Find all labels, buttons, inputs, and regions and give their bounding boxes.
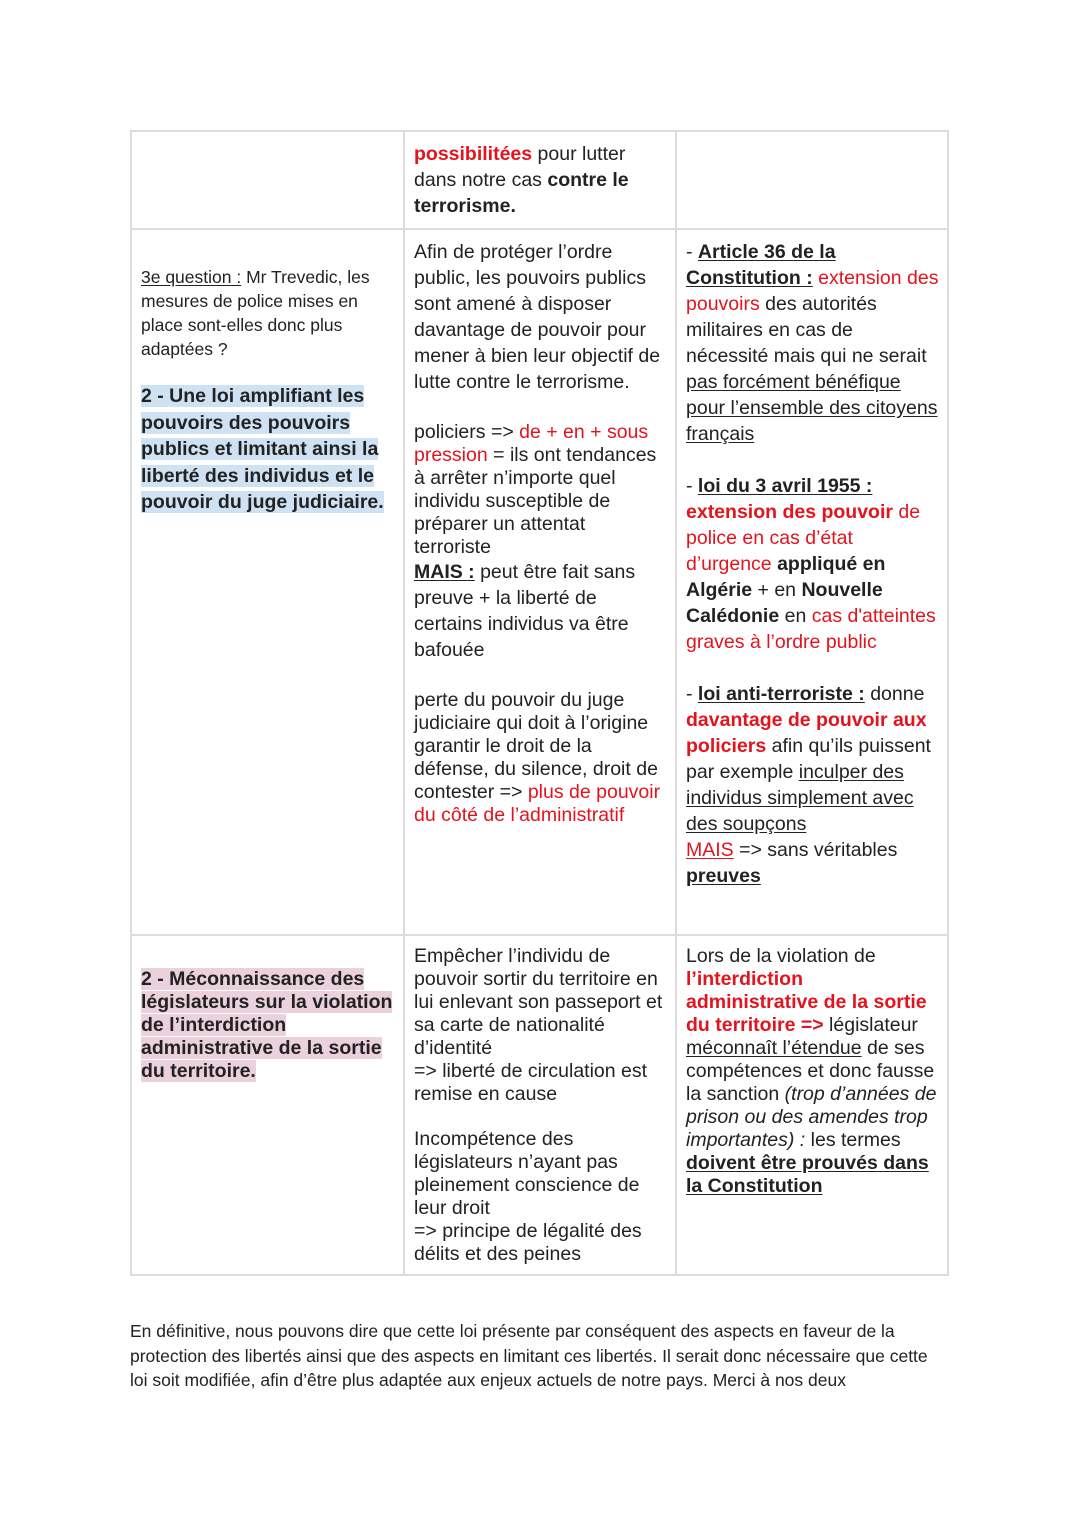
text-underline: pas forcément bénéfique pour l’ensemble des citoyens français xyxy=(686,371,938,445)
text: afin qu’ils puissent par exemple xyxy=(686,735,931,783)
row2-col1-cell xyxy=(131,229,404,935)
table-row xyxy=(131,935,948,1275)
closing-paragraph: En définitive, nous pouvons dire que cette loi présente par conséquent des aspects en faveur de la protection des libertés ainsi que des aspects en limitant ces libertés. Il serait donc nécessaire que cette loi soit modifiée, afin d’être plus adaptée aux enjeux actuels de notre pays. Merci à nos deux xyxy=(130,1321,928,1390)
text: => sans véritables xyxy=(733,839,898,861)
text: = ils ont tendances à arrêter n’importe quel individu susceptible de préparer un attentat terroriste xyxy=(414,444,657,558)
text-red-bold: possibilitées xyxy=(414,143,533,165)
text-red: de + en + sous pression xyxy=(414,421,649,466)
text-red-underline: MAIS xyxy=(686,839,734,861)
text-bold-underline: loi du 3 avril 1955 : xyxy=(697,475,873,497)
text-red: cas d'atteintes graves à l’ordre public xyxy=(686,605,936,653)
text: policiers => xyxy=(414,421,520,443)
text-red-bold: davantage de pouvoir aux policiers xyxy=(686,709,927,757)
paragraph xyxy=(686,239,939,447)
text-bold: Nouvelle Calédonie xyxy=(686,579,883,627)
text-red: extension des pouvoirs xyxy=(686,267,939,315)
text-red-bold: extension des pouvoir xyxy=(686,501,893,523)
dash: - xyxy=(686,683,698,705)
row1-col1-cell xyxy=(131,131,404,229)
text: peut être fait sans preuve + la liberté de certains individus va être bafouée xyxy=(414,561,636,661)
paragraph xyxy=(686,681,939,889)
text-bold-underline: Article 36 de la Constitution : xyxy=(686,241,836,289)
text-bold-underline: MAIS : xyxy=(414,561,475,583)
paragraph xyxy=(686,473,939,655)
text-underline: méconnaît l’étendue xyxy=(686,1037,862,1059)
paragraph xyxy=(414,689,667,827)
text: + en xyxy=(752,579,802,601)
text: pour lutter dans notre cas xyxy=(414,143,626,191)
text: en xyxy=(779,605,812,627)
question-body: Mr Trevedic, les mesures de police mises en place sont-elles donc plus adaptées ? xyxy=(141,267,370,359)
text: perte du pouvoir du juge judiciaire qui doit à l’origine garantir le droit de la défense, du silence, droit de contester => xyxy=(414,689,658,803)
paragraph: Empêcher l’individu de pouvoir sortir du territoire en lui enlevant son passeport et sa carte de nationalité d’identité xyxy=(414,945,663,1059)
text-underline: inculper des individus simplement avec des soupçons xyxy=(686,761,914,835)
paragraph xyxy=(414,421,667,559)
question-label: 3e question : xyxy=(141,267,242,287)
text-bold: contre le terrorisme. xyxy=(414,169,629,217)
paragraph: Afin de protéger l’ordre public, les pouvoirs publics sont amené à disposer davantage de pouvoir pour mener à bien leur objectif de lutte contre le terrorisme. xyxy=(414,241,661,393)
row3-col3-cell xyxy=(676,935,948,1275)
table-row xyxy=(131,131,948,229)
paragraph xyxy=(414,559,667,663)
dash: - xyxy=(686,475,698,497)
paragraph: Incompétence des législateurs n’ayant pas pleinement conscience de leur droit xyxy=(414,1128,640,1219)
text-red-bold: l’interdiction administrative de la sortie du territoire => xyxy=(686,968,927,1036)
text-bold-underline: loi anti-terroriste : xyxy=(697,683,865,705)
text-bold-underline: doivent être prouvés dans la Constitution xyxy=(686,1152,929,1197)
text: législateur xyxy=(823,1014,918,1036)
text-bold: appliqué en Algérie xyxy=(686,553,886,601)
text: de ses compétences et donc fausse la sanction xyxy=(686,1037,935,1105)
highlighted-heading: 2 - Méconnaissance des législateurs sur la violation de l’interdiction administrative de la sortie du territoire. xyxy=(141,968,393,1082)
row3-col2-cell xyxy=(404,935,676,1275)
row3-col1-cell xyxy=(131,935,404,1275)
row2-col2-cell xyxy=(404,229,676,935)
text: Lors de la violation de xyxy=(686,945,876,967)
text: des autorités militaires en cas de nécessité mais qui ne serait xyxy=(686,293,927,367)
section-heading xyxy=(141,383,395,516)
text-red: plus de pouvoir du côté de l’administratif xyxy=(414,781,661,826)
dash: - xyxy=(686,241,698,263)
text-bold-underline: preuves xyxy=(686,865,761,887)
paragraph: => liberté de circulation est remise en cause xyxy=(414,1060,648,1105)
text: les termes xyxy=(805,1129,901,1151)
analysis-table xyxy=(130,130,949,1276)
paragraph xyxy=(686,945,939,1198)
table-row xyxy=(131,229,948,935)
text-red: de police en cas d’état d’urgence xyxy=(686,501,921,575)
section-heading xyxy=(141,968,395,1083)
row2-col3-cell xyxy=(676,229,948,935)
row1-col2-cell xyxy=(404,131,676,229)
question-text xyxy=(141,265,395,361)
text-italic: (trop d’années de prison ou des amendes trop importantes) : xyxy=(686,1083,937,1151)
row1-col3-cell xyxy=(676,131,948,229)
paragraph: => principe de légalité des délits et des peines xyxy=(414,1220,642,1265)
text: donne xyxy=(864,683,925,705)
highlighted-heading: 2 - Une loi amplifiant les pouvoirs des pouvoirs publics et limitant ainsi la liberté des individus et le pouvoir du juge judiciaire. xyxy=(141,385,384,513)
